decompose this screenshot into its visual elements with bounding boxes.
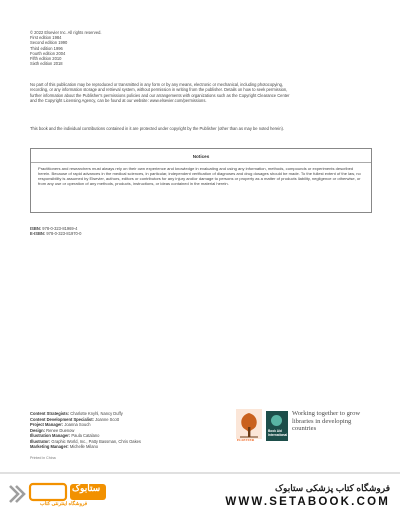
edition-line: Fifth edition 2010 <box>30 56 62 62</box>
printed-in: Printed in China <box>30 456 56 460</box>
edition-list <box>30 35 102 66</box>
copyright-line: © 2022 Elsevier Inc. All rights reserved. <box>30 30 102 35</box>
book-aid-emblem-icon <box>271 415 282 426</box>
credits-list <box>30 411 141 450</box>
setabook-logo-text: ستابوک <box>72 483 101 493</box>
book-aid-logo <box>266 411 288 441</box>
brand-tagline: فروشگاه اینترنتی کتاب <box>40 501 88 507</box>
edition-line: Fourth edition 2004 <box>30 50 66 56</box>
book-aid-logo-text: Book Aid International <box>268 429 288 437</box>
credit-row: Marketing Manager: Michelle Milano <box>30 444 99 449</box>
elsevier-logo-text: ELSEVIER <box>237 438 255 442</box>
credit-row: Illustrator: Graphic World, Inc., Patty Bassman, Chris Oakes <box>30 438 141 444</box>
notices-divider <box>31 162 371 163</box>
eisbn-label: E-ISBN: <box>30 231 46 237</box>
edition-line: First edition 1984 <box>30 35 62 41</box>
edition-line: Third edition 1996 <box>30 45 63 51</box>
credit-row: Design: Renee Duenow <box>30 427 75 433</box>
isbn-label: ISBN: <box>30 226 42 231</box>
eisbn-value: 978-0-323-81970-0 <box>46 231 82 237</box>
partner-slogan: Working together to grow libraries in developing countries <box>292 410 361 433</box>
edition-line: Sixth edition 2018 <box>30 61 63 67</box>
isbn-block <box>30 226 81 236</box>
protected-paragraph: This book and the individual contributions contained in it are protected under copyright by the Publisher (other than as may be noted herein). <box>30 126 284 131</box>
notices-title: Notices <box>192 154 210 159</box>
copyright-block <box>30 30 102 66</box>
credit-row: Illustration Manager: Paula Catalano <box>30 433 100 438</box>
credit-row: Content Strategists: Charlotte Knyhl, Nancy Duffy <box>30 411 123 416</box>
store-footer-banner <box>0 472 400 514</box>
shop-name: فروشگاه کتاب پزشکی ستابوک <box>275 483 390 493</box>
partner-logos <box>236 405 369 445</box>
notices-body: Practitioners and researchers must always rely on their own experience and knowledge in evaluating and using any information, methods, compounds or experiments described herein. Because of rapid advances in the medical sciences, in particular, independent verification of diagnoses and drug dosages should be made. To the fullest extent of the law, no responsibility is assumed by Elsevier, authors, editors or contributors for any injury and/or damage to persons or property as a matter of products liability, negligence or otherwise, or from any use or operation of any methods, products, instructions, or ideas contained in the material herein. <box>38 166 361 187</box>
credit-row: Project Manager: Joanna Souch <box>30 422 91 427</box>
isbn-value: 978-0-323-81969-4 <box>42 226 78 231</box>
notices-box <box>30 148 372 213</box>
shop-url-link[interactable]: WWW.SETABOOK.COM <box>225 496 390 508</box>
credit-row: Content Development Specialist: Joanne Scott <box>30 416 119 422</box>
rights-paragraph: No part of this publication may be reproduced or transmitted in any form or by any means, electronic or mechanical, including photocopying, recording, or any information storage and retrieval system, without permission in writing from the publisher. Details on how to seek permission, further information about the Publisher's permissions policies and our arrangements with organizations such as the Copyright Clearance Center and the Copyright Licensing Agency, can be found at our website: www.elsevier.com/permissions. <box>30 82 290 103</box>
edition-line: Second edition 1990 <box>30 40 68 46</box>
